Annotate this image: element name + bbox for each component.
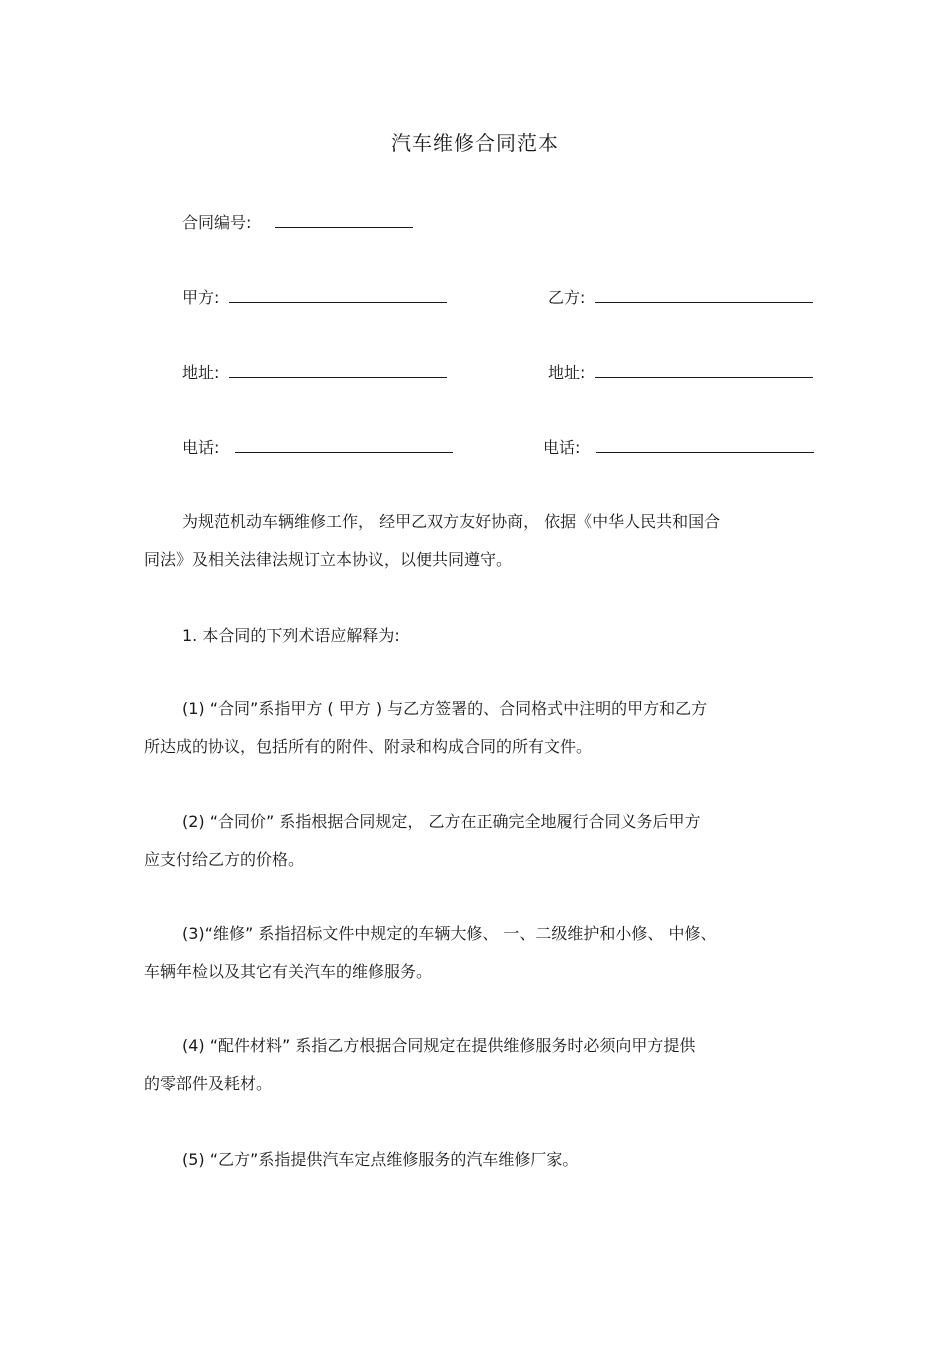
clause-1-heading-text: 1. 本合同的下列术语应解释为:	[182, 626, 400, 645]
party-b-blank	[595, 288, 813, 303]
contract-number-blank	[275, 213, 413, 228]
definition-5-line-1: (5) “乙方”系指提供汽车定点维修服务的汽车维修厂家。	[182, 1150, 579, 1169]
phone-b-row	[543, 437, 814, 459]
contract-number-label: 合同编号:	[182, 213, 252, 232]
intro-line-1: 为规范机动车辆维修工作， 经甲乙双方友好协商， 依据《中华人民共和国合	[182, 512, 721, 531]
definition-3-line-2: 车辆年检以及其它有关汽车的维修服务。	[144, 962, 433, 981]
address-b-row	[548, 362, 813, 384]
phone-b-label: 电话:	[543, 438, 581, 457]
definition-1-line-1: (1) “合同”系指甲方 ( 甲方 ) 与乙方签署的、合同格式中注明的甲方和乙方	[182, 699, 708, 718]
definition-2-line-2: 应支付给乙方的价格。	[144, 850, 305, 869]
address-a-blank	[229, 363, 447, 378]
phone-a-label: 电话:	[182, 438, 220, 457]
definition-3	[144, 915, 804, 991]
intro-paragraph	[144, 503, 804, 579]
party-b-label: 乙方:	[548, 288, 586, 307]
phone-b-blank	[596, 438, 814, 453]
definition-4	[144, 1027, 804, 1103]
clause-1-heading	[144, 617, 804, 655]
definition-2	[144, 803, 804, 879]
phone-a-row	[182, 437, 453, 459]
party-b-row	[548, 287, 813, 309]
address-b-blank	[595, 363, 813, 378]
party-a-blank	[229, 288, 447, 303]
party-a-row	[182, 287, 447, 309]
address-a-label: 地址:	[182, 363, 220, 382]
definition-5	[144, 1141, 804, 1179]
address-a-row	[182, 362, 447, 384]
definition-3-line-1: (3)“维修” 系指招标文件中规定的车辆大修、 一、二级维护和小修、 中修、	[182, 924, 717, 943]
definition-1-line-2: 所达成的协议，包括所有的附件、附录和构成合同的所有文件。	[144, 737, 593, 756]
party-a-label: 甲方:	[182, 288, 220, 307]
contract-number-row	[182, 212, 413, 234]
definition-4-line-1: (4) “配件材料” 系指乙方根据合同规定在提供维修服务时必须向甲方提供	[182, 1036, 696, 1055]
definition-2-line-1: (2) “合同价” 系指根据合同规定， 乙方在正确完全地履行合同义务后甲方	[182, 812, 701, 831]
phone-a-blank	[235, 438, 453, 453]
document-title: 汽车维修合同范本	[391, 131, 559, 155]
definition-1	[144, 690, 804, 766]
definition-4-line-2: 的零部件及耗材。	[144, 1074, 273, 1093]
intro-line-2: 同法》及相关法律法规订立本协议，以便共同遵守。	[144, 550, 513, 569]
address-b-label: 地址:	[548, 363, 586, 382]
